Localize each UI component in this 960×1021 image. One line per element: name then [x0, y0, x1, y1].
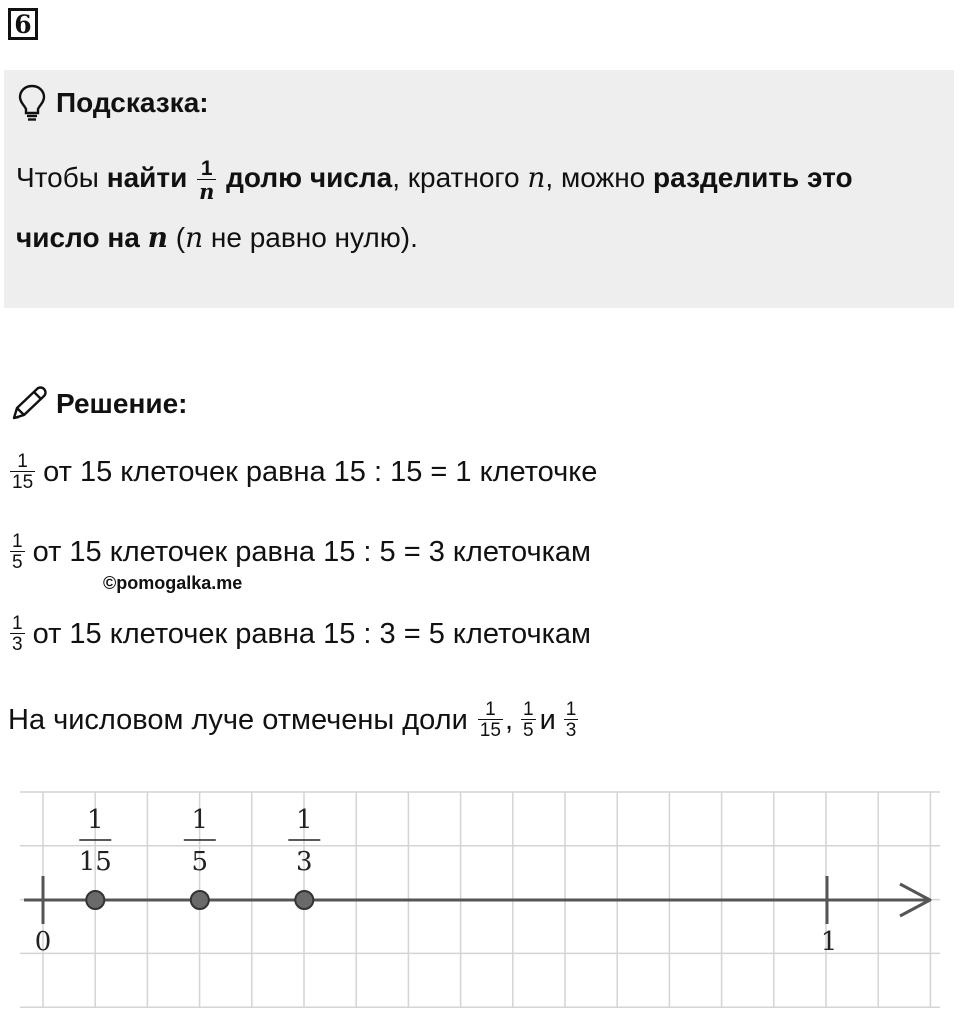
fraction — [478, 700, 503, 740]
hint-text-part: ( — [167, 222, 186, 253]
point-1-5 — [191, 891, 209, 909]
hint-box — [4, 70, 954, 308]
label-one: 1 — [820, 927, 838, 957]
hint-fraction — [197, 158, 216, 202]
pencil-icon — [10, 386, 50, 422]
solution-line-text: от 15 клеточек равна 15 : 5 = 3 клеточкам — [32, 535, 591, 568]
lightbulb-icon — [18, 84, 46, 122]
hint-text-part: не равно нулю). — [203, 222, 418, 253]
hint-fraction-numerator: 1 — [200, 156, 213, 180]
point-label-denominator: 15 — [78, 847, 112, 877]
number-line-svg — [0, 780, 960, 1016]
point-label-denominator: 5 — [191, 847, 209, 877]
summary-separator: , — [504, 703, 513, 736]
hint-text-part: , можно — [545, 162, 654, 193]
point-label-numerator: 1 — [296, 805, 313, 835]
fraction — [10, 532, 25, 572]
fraction-denominator: 5 — [523, 720, 534, 741]
fraction — [564, 700, 579, 740]
point-1-3 — [295, 891, 313, 909]
solution-line-text: от 15 клеточек равна 15 : 3 = 5 клеточкам — [32, 617, 591, 650]
number-line-figure — [0, 780, 960, 1021]
hint-bold-share: долю числа — [226, 162, 393, 193]
point-label-numerator: 1 — [87, 805, 104, 835]
summary-text: На числовом луче отмечены доли — [8, 703, 468, 736]
solution-title: Решение: — [56, 388, 188, 419]
fraction-numerator: 1 — [523, 699, 534, 720]
fraction — [10, 614, 25, 654]
fraction-numerator: 1 — [565, 699, 577, 720]
fraction-denominator: 3 — [12, 634, 23, 655]
solution-line-1 — [8, 452, 597, 492]
label-zero: 0 — [34, 927, 52, 957]
point-label-numerator: 1 — [191, 805, 209, 835]
fraction-numerator: 1 — [17, 451, 28, 472]
hint-text — [16, 148, 936, 268]
watermark: ©pomogalka.me — [103, 573, 243, 593]
fraction — [521, 700, 536, 740]
fraction-numerator: 1 — [12, 613, 23, 634]
hint-text-part: , кратного — [392, 162, 528, 193]
solution-summary — [8, 700, 586, 740]
hint-title: Подсказка: — [56, 87, 209, 118]
hint-heading — [18, 84, 209, 122]
solution-line-3 — [8, 614, 591, 654]
task-number: 6 — [8, 8, 38, 40]
solution-line-2 — [8, 532, 591, 572]
fraction-denominator: 3 — [565, 720, 577, 741]
hint-variable-n-bold: n — [147, 221, 168, 254]
hint-text-part: Чтобы — [16, 162, 107, 193]
solution-line-text: от 15 клеточек равна 15 : 15 = 1 клеточке — [43, 455, 598, 488]
fraction-denominator: 15 — [12, 472, 34, 493]
solution-heading — [10, 386, 187, 422]
point-label-denominator: 3 — [296, 847, 313, 877]
hint-variable-n: n — [185, 221, 204, 254]
summary-separator: и — [539, 703, 556, 736]
fraction-denominator: 5 — [12, 552, 23, 573]
fraction-numerator: 1 — [12, 531, 23, 552]
fraction-numerator: 1 — [485, 699, 496, 720]
fraction — [10, 452, 35, 492]
fraction-denominator: 15 — [479, 720, 501, 741]
hint-fraction-denominator: n — [199, 178, 215, 204]
hint-bold-divide: разделить это число на — [16, 162, 853, 253]
hint-bold-find: найти — [106, 162, 188, 193]
point-1-15 — [86, 891, 104, 909]
hint-variable-n: n — [527, 161, 546, 194]
